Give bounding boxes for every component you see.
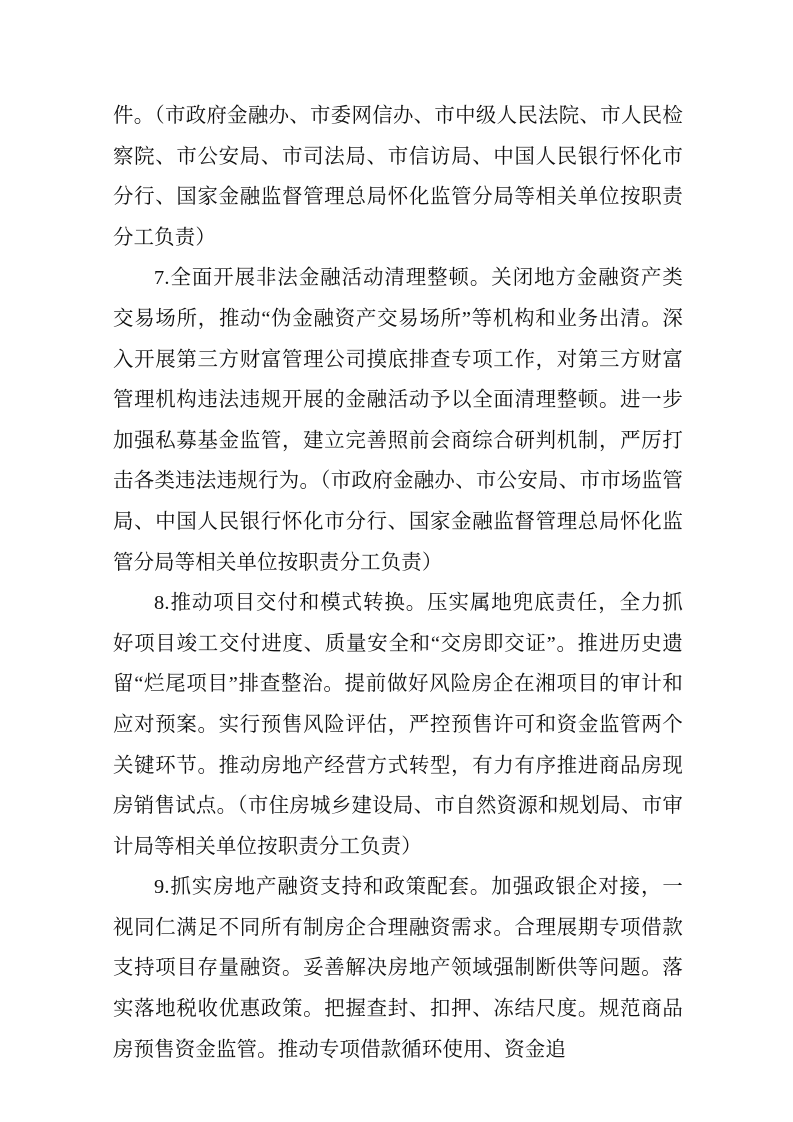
paragraph-continuation: 件。（市政府金融办、市委网信办、市中级人民法院、市人民检察院、市公安局、市司法局、市信访局、中国人民银行怀化市分行、国家金融监督管理总局怀化监管分局等相关单位按职责分工负责）	[113, 105, 683, 249]
paragraph-item-7: 7.全面开展非法金融活动清理整顿。关闭地方金融资产类交易场所，推动“伪金融资产交易场所”等机构和业务出清。深入开展第三方财富管理公司摸底排查专项工作，对第三方财富管理机构违法违规开展的金融活动予以全面清理整顿。进一步加强私募基金监管，建立完善照前会商综合研判机制，严厉打击各类违法违规行为。（市政府金融办、市公安局、市市场监管局、中国人民银行怀化市分行、国家金融监督管理总局怀化监管分局等相关单位按职责分工负责）	[113, 267, 683, 574]
paragraph-item-9: 9.抓实房地产融资支持和政策配套。加强政银企对接，一视同仁满足不同所有制房企合理融资需求。合理展期专项借款支持项目存量融资。妥善解决房地产领域强制断供等问题。落实落地税收优惠政策。把握查封、扣押、冻结尺度。规范商品房预售资金监管。推动专项借款循环使用、资金追	[113, 876, 683, 1061]
document-body	[113, 96, 683, 1070]
paragraph-item-8: 8.推动项目交付和模式转换。压实属地兜底责任，全力抓好项目竣工交付进度、质量安全和“交房即交证”。推进历史遗留“烂尾项目”排查整治。提前做好风险房企在湘项目的审计和应对预案。实行预售风险评估，严控预售许可和资金监管两个关键环节。推动房地产经营方式转型，有力有序推进商品房现房销售试点。（市住房城乡建设局、市自然资源和规划局、市审计局等相关单位按职责分工负责）	[113, 592, 683, 858]
